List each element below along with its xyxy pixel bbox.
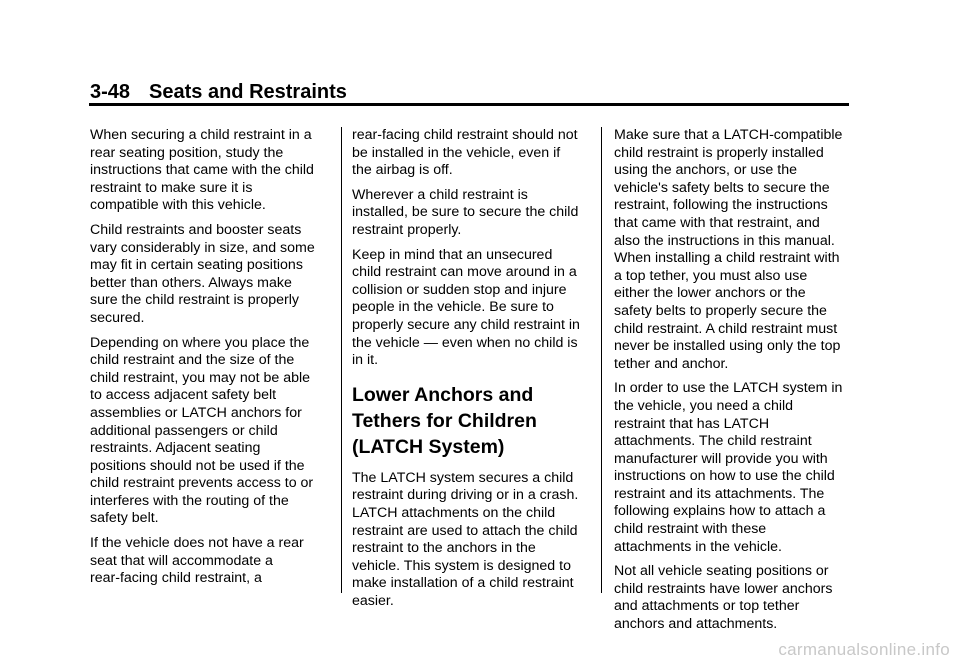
column-divider bbox=[601, 127, 602, 593]
header-rule bbox=[89, 103, 849, 106]
paragraph: rear-facing child restraint should not be installed in the vehicle, even if the airbag is off. bbox=[352, 127, 578, 179]
section-heading: Lower Anchors and Tethers for Children (LATCH System) bbox=[352, 383, 537, 458]
paragraph: Wherever a child restraint is installed, be sure to secure the child restraint properly. bbox=[352, 186, 579, 238]
text-column-2 bbox=[352, 127, 596, 617]
paragraph: Keep in mind that an unsecured child restraint can move around in a collision or sudden stop and injure people in the vehicle. Be sure to properly secure any child restraint in the vehicle — even when no child is in it. bbox=[352, 246, 580, 369]
paragraph: When securing a child restraint in a rear seating position, study the instructions that came with the child restraint to make sure it is compatible with this vehicle. bbox=[90, 127, 314, 214]
paragraph: Make sure that a LATCH-compatible child restraint is properly installed using the anchors, or use the vehicle's safety belts to secure the restraint, following the instructions that came with that restraint, and also the instructions in this manual. When installing a child restraint with a top tether, you must also use either the lower anchors or the safety belts to properly secure the child restraint. A child restraint must never be installed using only the top tether and anchor. bbox=[614, 127, 843, 372]
text-column-1 bbox=[90, 127, 334, 595]
watermark: carmanualsonline.info bbox=[778, 640, 950, 659]
paragraph: In order to use the LATCH system in the vehicle, you need a child restraint that has LATCH attachments. The child restraint manufacturer will provide you with instructions on how to use the child restraint and its attachments. The following explains how to attach a child restraint with these attachments in the vehicle. bbox=[614, 380, 843, 555]
column-divider bbox=[341, 127, 342, 593]
paragraph: The LATCH system secures a child restraint during driving or in a crash. LATCH attachments on the child restraint are used to attach the child restraint to the anchors in the vehicle. This system is designed to make installation of a child restraint easier. bbox=[352, 469, 579, 609]
paragraph: Not all vehicle seating positions or child restraints have lower anchors and attachments or top tether anchors and attachments. bbox=[614, 563, 833, 633]
section-title: Seats and Restraints bbox=[149, 81, 347, 103]
text-column-3 bbox=[614, 127, 858, 641]
paragraph: Child restraints and booster seats vary considerably in size, and some may fit in certain seating positions better than others. Always make sure the child restraint is properly secured. bbox=[90, 221, 315, 326]
page-header bbox=[90, 80, 347, 104]
paragraph: If the vehicle does not have a rear seat that will accommodate a rear-facing child restraint, a bbox=[90, 535, 304, 587]
page-number: 3-48 bbox=[90, 81, 131, 103]
paragraph: Depending on where you place the child restraint and the size of the child restraint, you may not be able to access adjacent safety belt assemblies or LATCH anchors for additional passengers or child restraints. Adjacent seating positions should not be used if the child restraint prevents access to or interferes with the routing of the safety belt. bbox=[90, 334, 314, 527]
